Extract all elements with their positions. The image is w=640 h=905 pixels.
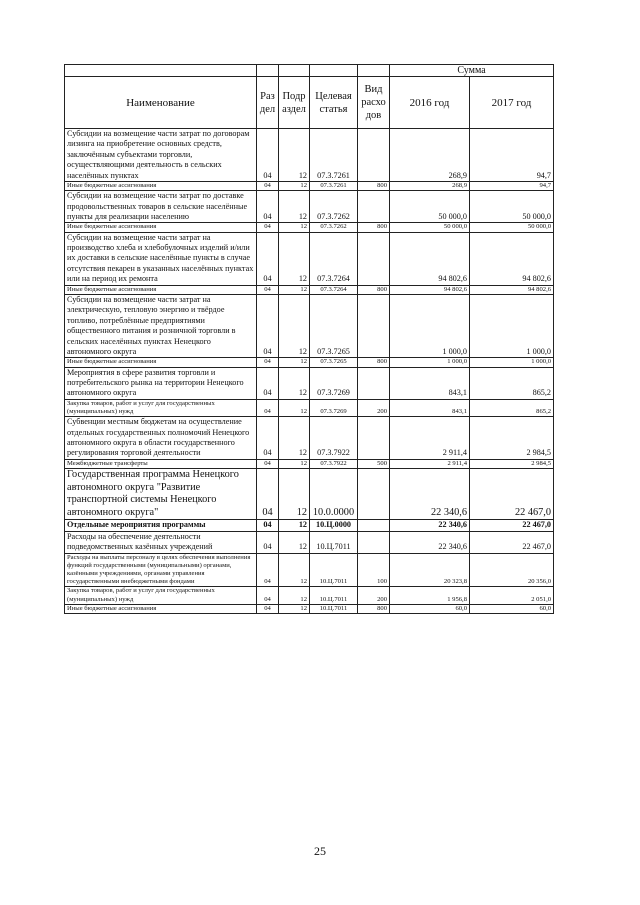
- cell-subsection: 12: [279, 358, 310, 367]
- table-row: [65, 294, 554, 357]
- cell-2017: 50 000,0: [470, 223, 554, 232]
- cell-section: 04: [257, 468, 279, 519]
- cell-target: 07.3.7922: [310, 459, 358, 468]
- cell-target: 10.Ц.7011: [310, 531, 358, 553]
- cell-subsection: 12: [279, 182, 310, 191]
- cell-name: Субсидии на возмещение части затрат по доставке продовольственных товаров в сельские населённые пункты для реализации населению: [65, 191, 257, 223]
- table-row: [65, 531, 554, 553]
- table-row: [65, 604, 554, 613]
- cell-section: 04: [257, 520, 279, 531]
- cell-kind: [358, 520, 390, 531]
- page-number: 25: [314, 844, 326, 858]
- cell-target: 10.Ц.0000: [310, 520, 358, 531]
- cell-2016: 50 000,0: [390, 223, 470, 232]
- table-row: [65, 520, 554, 531]
- cell-name: Субвенции местным бюджетам на осуществление отдельных государственных полномочий Ненецкого автономного округа в области государственного регулирования торговой деятельности: [65, 417, 257, 460]
- cell-2017: 2 984,5: [470, 459, 554, 468]
- header-kind: Вид расхо дов: [358, 77, 390, 129]
- cell-kind: 800: [358, 358, 390, 367]
- cell-2016: 843,1: [390, 367, 470, 399]
- table-row: [65, 468, 554, 519]
- header-year-2017: 2017 год: [470, 77, 554, 129]
- cell-name: Закупка товаров, работ и услуг для государственных (муниципальных) нужд: [65, 587, 257, 604]
- cell-target: 07.3.7261: [310, 182, 358, 191]
- cell-section: 04: [257, 417, 279, 460]
- cell-section: 04: [257, 459, 279, 468]
- cell-name: Отдельные мероприятия программы: [65, 520, 257, 531]
- cell-kind: [358, 468, 390, 519]
- cell-subsection: 12: [279, 459, 310, 468]
- cell-subsection: 12: [279, 191, 310, 223]
- cell-subsection: 12: [279, 468, 310, 519]
- cell-kind: [358, 191, 390, 223]
- cell-target: 07.3.7265: [310, 294, 358, 357]
- cell-subsection: 12: [279, 553, 310, 587]
- cell-target: 07.3.7922: [310, 417, 358, 460]
- cell-subsection: 12: [279, 223, 310, 232]
- table-row: [65, 399, 554, 416]
- cell-section: 04: [257, 553, 279, 587]
- table-header-row: [65, 77, 554, 129]
- table-row: [65, 223, 554, 232]
- cell-name: Иные бюджетные ассигнования: [65, 604, 257, 613]
- cell-section: 04: [257, 358, 279, 367]
- cell-subsection: 12: [279, 294, 310, 357]
- cell-2016: 1 000,0: [390, 294, 470, 357]
- cell-subsection: 12: [279, 520, 310, 531]
- table-row: [65, 417, 554, 460]
- cell-target: 07.3.7264: [310, 232, 358, 285]
- cell-name: Субсидии на возмещение части затрат по договорам лизинга на приобретение основных средств, заключённым субъектами торговли, осуществляющими деятельность в сельских населённых пунктах: [65, 129, 257, 182]
- cell-section: 04: [257, 604, 279, 613]
- cell-2017: 865,2: [470, 399, 554, 416]
- cell-2016: 50 000,0: [390, 191, 470, 223]
- cell-2017: 94 802,6: [470, 232, 554, 285]
- cell-section: 04: [257, 191, 279, 223]
- table-row: [65, 129, 554, 182]
- cell-2017: 2 984,5: [470, 417, 554, 460]
- cell-kind: [358, 129, 390, 182]
- cell-kind: [358, 294, 390, 357]
- cell-2017: 50 000,0: [470, 191, 554, 223]
- cell-target: 07.3.7262: [310, 191, 358, 223]
- cell-2016: 22 340,6: [390, 520, 470, 531]
- cell-target: 10.Ц.7011: [310, 587, 358, 604]
- cell-2016: 94 802,6: [390, 285, 470, 294]
- cell-section: 04: [257, 223, 279, 232]
- cell-kind: 500: [358, 459, 390, 468]
- header-sum: Сумма: [390, 65, 554, 77]
- cell-section: 04: [257, 285, 279, 294]
- cell-kind: [358, 417, 390, 460]
- cell-subsection: 12: [279, 232, 310, 285]
- cell-name: Государственная программа Ненецкого автономного округа "Развитие транспортной системы Ненецкого автономного округа": [65, 468, 257, 519]
- header-name: Наименование: [65, 77, 257, 129]
- cell-2017: 94,7: [470, 129, 554, 182]
- cell-2017: 865,2: [470, 367, 554, 399]
- cell-2016: 22 340,6: [390, 531, 470, 553]
- cell-section: 04: [257, 587, 279, 604]
- cell-2016: 20 323,8: [390, 553, 470, 587]
- cell-section: 04: [257, 531, 279, 553]
- cell-subsection: 12: [279, 129, 310, 182]
- table-row: [65, 285, 554, 294]
- cell-name: Иные бюджетные ассигнования: [65, 285, 257, 294]
- table-body: [65, 129, 554, 614]
- cell-2016: 60,0: [390, 604, 470, 613]
- table-row: [65, 191, 554, 223]
- cell-kind: 800: [358, 182, 390, 191]
- cell-name: Мероприятия в сфере развития торговли и потребительского рынка на территории Ненецкого автономного округа: [65, 367, 257, 399]
- cell-2017: 1 000,0: [470, 294, 554, 357]
- cell-target: 07.3.7265: [310, 358, 358, 367]
- cell-kind: 800: [358, 223, 390, 232]
- cell-name: Расходы на выплаты персоналу в целях обеспечения выполнения функций государственными (муниципальными) органами, казёнными учреждениями, органами управления государственными внебюджетными фондами: [65, 553, 257, 587]
- cell-2016: 22 340,6: [390, 468, 470, 519]
- cell-name: Иные бюджетные ассигнования: [65, 358, 257, 367]
- cell-target: 07.3.7262: [310, 223, 358, 232]
- cell-kind: 800: [358, 285, 390, 294]
- cell-2017: 20 356,0: [470, 553, 554, 587]
- cell-name: Субсидии на возмещение части затрат на производство хлеба и хлебобулочных изделий и/или их доставки в сельские населённые пункты в случае отсутствия пекарен в указанных населённых пунктах или на период их ремонта: [65, 232, 257, 285]
- budget-table: [64, 64, 554, 614]
- cell-name: Расходы на обеспечение деятельности подведомственных казённых учреждений: [65, 531, 257, 553]
- cell-section: 04: [257, 399, 279, 416]
- cell-target: 07.3.7269: [310, 367, 358, 399]
- cell-2016: 843,1: [390, 399, 470, 416]
- cell-2016: 1 956,8: [390, 587, 470, 604]
- cell-2017: 94 802,6: [470, 285, 554, 294]
- cell-2017: 2 051,0: [470, 587, 554, 604]
- cell-2017: 94,7: [470, 182, 554, 191]
- cell-target: 07.3.7261: [310, 129, 358, 182]
- cell-2017: 1 000,0: [470, 358, 554, 367]
- table-row: [65, 367, 554, 399]
- cell-subsection: 12: [279, 531, 310, 553]
- cell-2016: 1 000,0: [390, 358, 470, 367]
- cell-kind: [358, 531, 390, 553]
- cell-subsection: 12: [279, 604, 310, 613]
- cell-name: Иные бюджетные ассигнования: [65, 223, 257, 232]
- header-year-2016: 2016 год: [390, 77, 470, 129]
- cell-target: 10.0.0000: [310, 468, 358, 519]
- header-subsection: Подр аздел: [279, 77, 310, 129]
- table-row: [65, 459, 554, 468]
- cell-subsection: 12: [279, 417, 310, 460]
- cell-target: 10.Ц.7011: [310, 604, 358, 613]
- cell-2017: 22 467,0: [470, 520, 554, 531]
- cell-2017: 60,0: [470, 604, 554, 613]
- cell-kind: 200: [358, 399, 390, 416]
- cell-2016: 268,9: [390, 129, 470, 182]
- cell-section: 04: [257, 294, 279, 357]
- cell-kind: [358, 367, 390, 399]
- cell-2017: 22 467,0: [470, 468, 554, 519]
- table-row: [65, 587, 554, 604]
- cell-2017: 22 467,0: [470, 531, 554, 553]
- cell-name: Межбюджетные трансферты: [65, 459, 257, 468]
- cell-section: 04: [257, 367, 279, 399]
- cell-kind: 200: [358, 587, 390, 604]
- cell-name: Закупка товаров, работ и услуг для государственных (муниципальных) нужд: [65, 399, 257, 416]
- cell-2016: 268,9: [390, 182, 470, 191]
- cell-kind: [358, 232, 390, 285]
- cell-subsection: 12: [279, 587, 310, 604]
- cell-target: 07.3.7269: [310, 399, 358, 416]
- table-row: [65, 553, 554, 587]
- cell-subsection: 12: [279, 367, 310, 399]
- table-row: [65, 182, 554, 191]
- cell-2016: 2 911,4: [390, 459, 470, 468]
- cell-name: Субсидии на возмещение части затрат на электрическую, тепловую энергию и твёрдое топливо, потреблённые предприятиями общественного питания и розничной торговли в сельских населённых пунктах Ненецкого автономного округа: [65, 294, 257, 357]
- cell-section: 04: [257, 232, 279, 285]
- cell-kind: 800: [358, 604, 390, 613]
- table-top-row: [65, 65, 554, 77]
- cell-name: Иные бюджетные ассигнования: [65, 182, 257, 191]
- header-target: Целевая статья: [310, 77, 358, 129]
- cell-2016: 2 911,4: [390, 417, 470, 460]
- cell-section: 04: [257, 182, 279, 191]
- cell-kind: 100: [358, 553, 390, 587]
- cell-section: 04: [257, 129, 279, 182]
- table-row: [65, 358, 554, 367]
- cell-target: 07.3.7264: [310, 285, 358, 294]
- cell-2016: 94 802,6: [390, 232, 470, 285]
- cell-subsection: 12: [279, 399, 310, 416]
- cell-target: 10.Ц.7011: [310, 553, 358, 587]
- cell-subsection: 12: [279, 285, 310, 294]
- table-row: [65, 232, 554, 285]
- header-section: Раз дел: [257, 77, 279, 129]
